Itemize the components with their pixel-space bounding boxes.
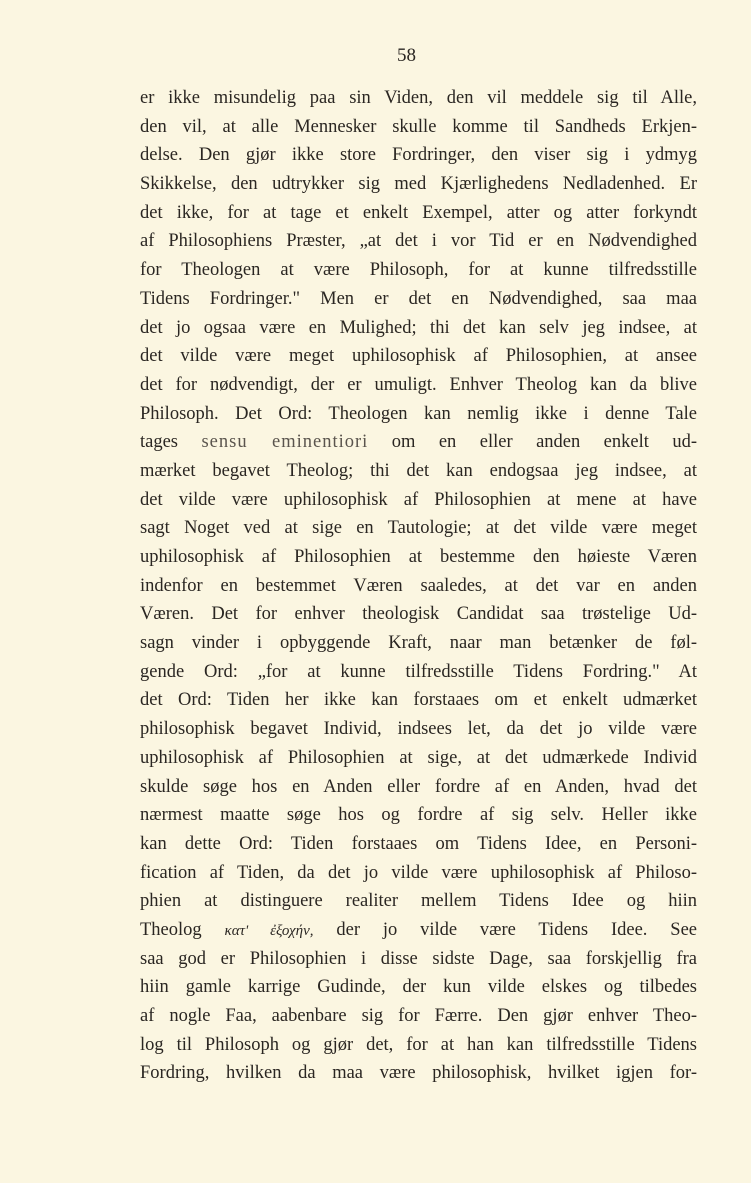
text-line: Skikkelse, den udtrykker sig med Kjærlighedens Nedladenhed. Er	[140, 174, 697, 195]
text-line: for Theologen at være Philosoph, for at kunne tilfredsstille	[140, 260, 697, 281]
text-line: log til Philosoph og gjør det, for at han kan tilfredsstille Tidens	[140, 1034, 697, 1055]
text-line: af Philosophiens Præster, „at det i vor Tid er en Nødvendighed	[140, 231, 697, 252]
text-line: sagt Noget ved at sige en Tautologie; at det vilde være meget	[140, 518, 697, 539]
text-line: uphilosophisk af Philosophien at bestemme den høieste Væren	[140, 547, 697, 567]
text-line: Philosoph. Det Ord: Theologen kan nemlig ikke i denne Tale	[140, 403, 697, 424]
text-line: det vilde være meget uphilosophisk af Philosophien, at ansee	[140, 346, 697, 367]
text-line: det Ord: Tiden her ikke kan forstaaes om et enkelt udmærket	[140, 690, 697, 711]
text-segment: om en eller anden enkelt ud-	[368, 432, 697, 453]
text-line: kan dette Ord: Tiden forstaaes om Tidens Idee, en Personi-	[140, 833, 697, 854]
text-line	[140, 916, 697, 945]
text-line: philosophisk begavet Individ, indsees let, da det jo vilde være	[140, 719, 697, 740]
text-line	[140, 428, 697, 457]
text-line: fication af Tiden, da det jo vilde være uphilosophisk af Philoso-	[140, 862, 697, 883]
text-line: det ikke, for at tage et enkelt Exempel, atter og atter forkyndt	[140, 202, 697, 223]
text-line: nærmest maatte søge hos og fordre af sig selv. Heller ikke	[140, 805, 697, 826]
text-segment: der jo vilde være Tidens Idee. See	[313, 919, 697, 940]
text-line: er ikke misundelig paa sin Viden, den vil meddele sig til Alle,	[140, 88, 697, 108]
body-text	[140, 84, 697, 1088]
text-line: saa god er Philosophien i disse sidste Dage, saa forskjellig fra	[140, 948, 697, 969]
page-number: 58	[397, 45, 416, 66]
text-line: sagn vinder i opbyggende Kraft, naar man betænker de føl-	[140, 633, 697, 654]
text-line: gende Ord: „for at kunne tilfredsstille Tidens Fordring." At	[140, 661, 697, 682]
latin-phrase: sensu eminentiori	[201, 432, 369, 453]
text-line: det for nødvendigt, der er umuligt. Enhver Theolog kan da blive	[140, 374, 697, 395]
greek-phrase: κατ' ἐξοχήν,	[224, 922, 314, 939]
text-line: phien at distinguere realiter mellem Tidens Idee og hiin	[140, 891, 697, 912]
text-line: det vilde være uphilosophisk af Philosophien at mene at have	[140, 489, 697, 510]
text-line: indenfor en bestemmet Væren saaledes, at det var en anden	[140, 575, 697, 596]
text-line: den vil, at alle Mennesker skulle komme til Sandheds Erkjen-	[140, 116, 697, 137]
text-line: Fordring, hvilken da maa være philosophisk, hvilket igjen for-	[140, 1063, 697, 1084]
text-line: uphilosophisk af Philosophien at sige, at det udmærkede Individ	[140, 747, 697, 768]
text-line: skulde søge hos en Anden eller fordre af en Anden, hvad det	[140, 776, 697, 797]
text-segment: tages	[140, 432, 202, 453]
text-segment: Theolog	[140, 919, 225, 940]
text-line: Væren. Det for enhver theologisk Candidat saa trøstelige Ud-	[140, 604, 697, 625]
text-line: delse. Den gjør ikke store Fordringer, den viser sig i ydmyg	[140, 145, 697, 166]
text-line: mærket begavet Theolog; thi det kan endogsaa jeg indsee, at	[140, 460, 697, 481]
text-line: det jo ogsaa være en Mulighed; thi det kan selv jeg indsee, at	[140, 317, 697, 338]
text-line: Tidens Fordringer." Men er det en Nødvendighed, saa maa	[140, 288, 697, 309]
text-line: hiin gamle karrige Gudinde, der kun vilde elskes og tilbedes	[140, 977, 697, 998]
text-line: af nogle Faa, aabenbare sig for Færre. Den gjør enhver Theo-	[140, 1006, 697, 1026]
